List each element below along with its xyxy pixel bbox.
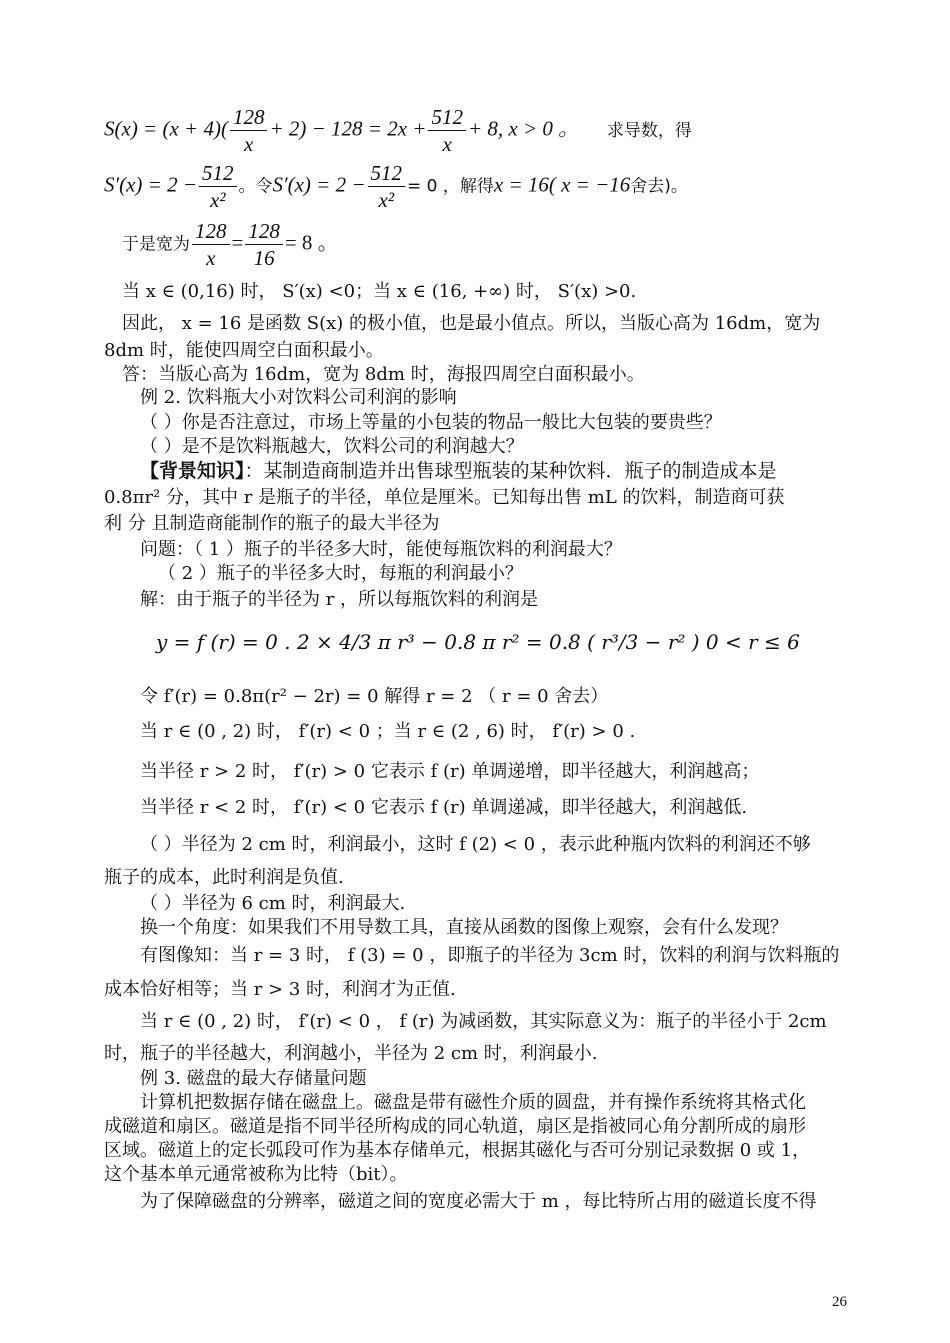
example-3-heading	[140, 1067, 850, 1091]
background-label: 【背景知识】	[140, 460, 245, 482]
eq1-frac2-num: 512	[428, 104, 466, 131]
disk-para-5: 为了保障磁盘的分辨率，磁道之间的宽度必需大于 m ，每比特所占用的磁道长度不得	[140, 1191, 817, 1212]
eq1-frac2	[428, 104, 466, 157]
question-2: （ ）是不是饮料瓶越大，饮料公司的利润越大？	[140, 436, 524, 457]
case-intervals: 当 r ∈ (0 , 2) 时， f′(r) < 0 ；当 r ∈ (2 , 6) 时， f′(r) > 0 .	[140, 721, 636, 742]
eq1-frac2-den: x	[442, 132, 452, 156]
example-2-label: 例 2	[140, 387, 176, 408]
profit-function: y = f (r) = 0 . 2 × 4/3 π r³ − 0.8 π r² = 0.8 ( r³/3 − r² ) 0 < r ≤ 6	[156, 630, 800, 654]
eq2-frac2-num: 512	[368, 160, 406, 187]
eq1-rhs: + 8, x > 0 。	[467, 116, 580, 141]
background-text: ：某制造商制造并出售球型瓶装的某种饮料．瓶子的制造成本是	[244, 460, 777, 482]
another-angle: 换一个角度：如果我们不用导数工具，直接从函数的图像上观察，会有什么发现？	[140, 917, 788, 938]
case-increasing: 当半径 r > 2 时， f′(r) > 0 它表示 f (r) 单调递增，即半径越大，利润越高；	[140, 761, 760, 782]
answer-min: （ ）半径为 2 cm 时，利润最小，这时 f (2) < 0 ，表示此种瓶内饮料的利润还不够	[140, 834, 811, 855]
eq3-frac2-den: 16	[253, 246, 275, 270]
decreasing-meaning: 当 r ∈ (0 , 2) 时， f′(r) < 0 ， f (r) 为减函数，其实际意义为：瓶子的半径小于 2cm	[140, 1011, 827, 1032]
eq2-frac2	[368, 160, 406, 213]
eq2-rhs: = 0 ，解得	[407, 176, 494, 197]
page-number: 26	[832, 1294, 847, 1310]
eq3-frac2	[245, 218, 283, 271]
equation-s-of-x	[104, 104, 850, 157]
eq2-frac-num: 512	[199, 160, 237, 187]
answer-max: （ ）半径为 6 cm 时，利润最大.	[140, 893, 406, 914]
eq2-sol: x = 16( x = −16	[493, 172, 631, 197]
eq2-frac-den: x²	[209, 188, 226, 212]
disk-para-2: 成磁道和扇区。磁道是指不同半径所构成的同心轨道，扇区是指被同心角分割所成的扇形	[104, 1116, 806, 1137]
solution-intro: 解：由于瓶子的半径为 r ，所以每瓶饮料的利润是	[140, 589, 539, 610]
eq1-lhs: S(x) = (x + 4)(	[104, 116, 228, 141]
eq2-frac	[199, 160, 237, 213]
eq2-tail: 舍去)。	[630, 176, 688, 197]
text-conclusion: 因此， x = 16 是函数 S(x) 的极小值，也是最小值点。所以，当版心高为 16dm，宽为	[122, 313, 821, 334]
question-1: （ ）你是否注意过，市场上等量的小包装的物品一般比大包装的要贵些？	[140, 412, 722, 433]
eq3-eq: =	[231, 230, 244, 255]
answer-min-cont: 瓶子的成本，此时利润是负值.	[104, 867, 344, 888]
problem-2: （ 2 ）瓶子的半径多大时，每瓶的利润最小？	[158, 563, 523, 584]
eq3-rhs: = 8 。	[284, 230, 339, 255]
problem-1: 问题：（ 1 ）瓶子的半径多大时，能使每瓶饮料的利润最大？	[140, 539, 622, 560]
example-2-heading	[140, 386, 850, 410]
eq1-frac1	[230, 104, 268, 157]
eq2-lhs2: S′(x) = 2 −	[272, 172, 366, 197]
eq2-frac2-den: x²	[378, 188, 395, 212]
decreasing-meaning-cont: 时，瓶子的半径越大，利润越小，半径为 2 cm 时，利润最小.	[104, 1043, 598, 1064]
background-line-2: 0.8πr² 分，其中 r 是瓶子的半径，单位是厘米。已知每出售 mL 的饮料，制造商可获	[104, 487, 785, 508]
eq1-frac1-num: 128	[230, 104, 268, 131]
eq3-frac2-num: 128	[245, 218, 283, 245]
graph-observation: 有图像知：当 r = 3 时， f (3) = 0 ，即瓶子的半径为 3cm 时，饮料的利润与饮料瓶的	[140, 945, 840, 966]
case-decreasing: 当半径 r < 2 时， f′(r) < 0 它表示 f (r) 单调递减，即半径越大，利润越低.	[140, 797, 748, 818]
background-line-3: 利 分 且制造商能制作的瓶子的最大半径为	[104, 513, 440, 534]
background-knowledge	[140, 459, 850, 483]
text-sign-intervals: 当 x ∈ (0,16) 时， S′(x) <0；当 x ∈ (16, +∞) 时， S′(x) >0.	[122, 281, 637, 302]
derivative-zero: 令 f′(r) = 0.8π(r² − 2r) = 0 解得 r = 2 （ r = 0 舍去）	[140, 686, 609, 707]
equation-width	[122, 218, 850, 271]
graph-observation-cont: 成本恰好相等；当 r > 3 时，利润才为正值.	[104, 979, 456, 1000]
example-3-title: . 磁盘的最大存储量问题	[175, 1068, 367, 1089]
eq1-mid: + 2) − 128 = 2x +	[269, 116, 427, 141]
disk-para-4: 这个基本单元通常被称为比特（bit）。	[104, 1164, 408, 1185]
text-conclusion-cont: 8dm 时，能使四周空白面积最小。	[104, 340, 384, 361]
eq2-lhs: S′(x) = 2 −	[104, 172, 197, 197]
eq3-frac1-den: x	[206, 246, 216, 270]
equation-derivative	[104, 160, 850, 213]
disk-para-1: 计算机把数据存储在磁盘上。磁盘是带有磁性介质的圆盘，并有操作系统将其格式化	[140, 1092, 806, 1113]
eq3-pre: 于是宽为	[122, 234, 190, 255]
eq1-frac1-den: x	[244, 132, 254, 156]
eq1-tail: 求导数，得	[606, 120, 692, 141]
text-answer: 答：当版心高为 16dm，宽为 8dm 时，海报四周空白面积最小。	[122, 364, 645, 385]
eq3-frac1-num: 128	[192, 218, 230, 245]
eq2-mid: 。令	[238, 176, 273, 197]
example-2-title: . 饮料瓶大小对饮料公司利润的影响	[175, 387, 457, 408]
example-3-label: 例 3	[140, 1068, 176, 1089]
eq3-frac1	[192, 218, 230, 271]
disk-para-3: 区域。磁道上的定长弧段可作为基本存储单元，根据其磁化与否可分别记录数据 0 或 1，	[104, 1140, 811, 1161]
